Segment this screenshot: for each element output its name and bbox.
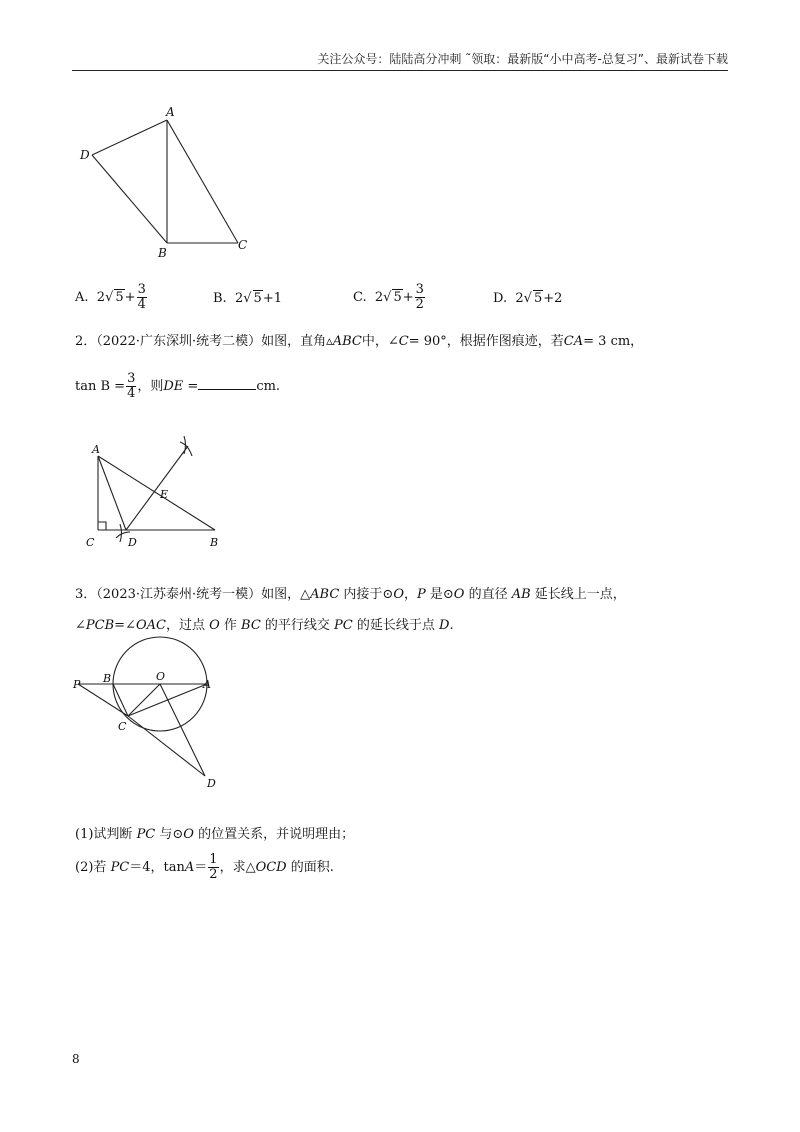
question-2-line2: tan B = $\frac{3}{4}$ ，则DE = cm. xyxy=(75,371,281,401)
segment-ac xyxy=(167,120,238,243)
question-3-line2: ∠PCB=∠OAC，过点 O 作 BC 的平行线交 PC 的延长线于点 D. xyxy=(75,618,454,633)
label-a: A xyxy=(166,105,175,119)
header-divider xyxy=(72,70,728,71)
figure-right-triangle-abc xyxy=(80,428,230,558)
fraction: $\frac{1}{2}$ xyxy=(209,852,218,882)
option-a: A. 2√ 5+ $\frac{3}{4}$ xyxy=(75,282,146,312)
fraction: $\frac{3}{2}$ xyxy=(415,282,424,312)
segment-cd xyxy=(128,716,205,776)
label-d: D xyxy=(207,777,216,790)
answer-blank xyxy=(198,377,256,390)
figure-quadrilateral-abcd xyxy=(70,100,260,265)
fraction: $\frac{3}{4}$ xyxy=(137,282,146,312)
right-angle-mark xyxy=(98,522,106,530)
sub-question-1: (1)试判断 PC 与⊙O 的位置关系，并说明理由； xyxy=(75,827,355,842)
question-3-line1: 3．（2023·江苏泰州·统考一模）如图，△ABC 内接于⊙O，P 是⊙O 的直径 AB 延长线上一点， xyxy=(75,587,626,602)
page-header: 关注公众号：陆陆高分冲刺 ˜领取：最新版“小中高考-总复习”、最新试卷下载 xyxy=(317,52,728,66)
segment-ab xyxy=(98,456,215,530)
option-b: B. 2√ 5+1 xyxy=(213,291,282,306)
label-b: B xyxy=(210,536,219,549)
option-d: D. 2√ 5+2 xyxy=(493,291,563,306)
label-d: D xyxy=(80,148,90,162)
segment-oc xyxy=(128,684,160,716)
segment-bisector xyxy=(126,446,188,530)
page-number: 8 xyxy=(72,1052,80,1066)
label-b: B xyxy=(103,672,112,685)
arc-mark-bottom-2 xyxy=(120,524,122,542)
label-o: O xyxy=(156,670,166,683)
segment-db xyxy=(92,155,167,243)
sub-question-2: (2)若 PC＝4，tanA＝ $\frac{1}{2}$ ，求△OCD 的面积. xyxy=(75,852,334,882)
label-a: A xyxy=(203,678,211,691)
question-2-line1: 2．（2022·广东深圳·统考二模）如图，直角▵ABC中，∠C= 90°，根据作图痕迹，若CA= 3 cm， xyxy=(75,334,644,349)
label-c: C xyxy=(118,720,127,733)
fraction: $\frac{3}{4}$ xyxy=(127,371,136,401)
figure-circle-o xyxy=(70,636,230,796)
segment-ad xyxy=(98,456,126,530)
label-p: P xyxy=(73,678,81,691)
segment-da xyxy=(92,120,167,155)
label-e: E xyxy=(160,488,169,501)
label-c: C xyxy=(86,536,95,549)
label-d: D xyxy=(128,536,137,549)
label-c: C xyxy=(238,238,248,252)
option-c: C. 2√ 5+ $\frac{3}{2}$ xyxy=(353,282,424,312)
label-a: A xyxy=(92,443,100,456)
label-b: B xyxy=(158,246,167,260)
